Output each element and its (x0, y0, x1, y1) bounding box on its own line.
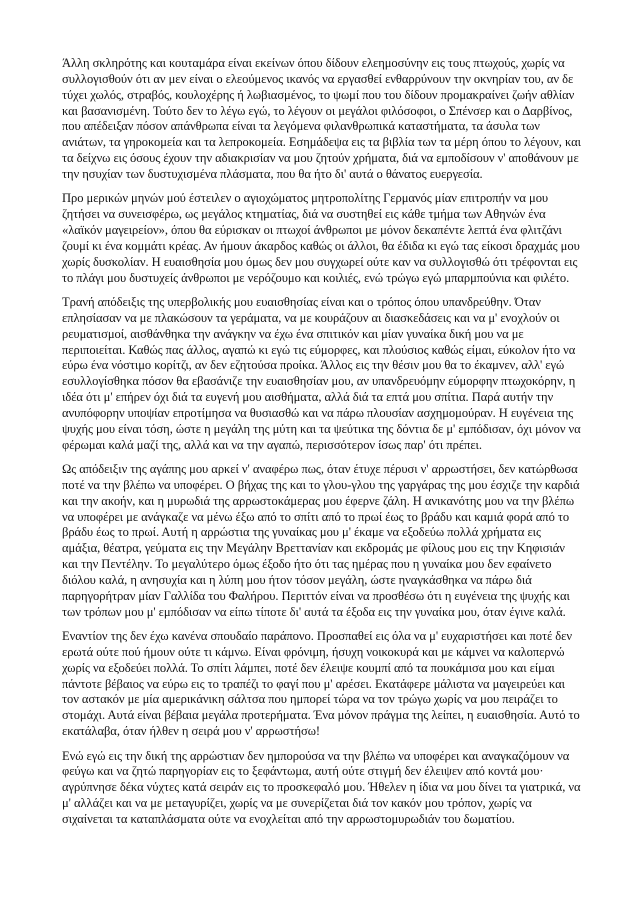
paragraph-2: Προ μερικών μηνών μού έστειλεν ο αγιοχώματος μητροπολίτης Γερμανός μίαν επιτροπήν να μου ζητήσει να συνεισφέρω, ως μεγάλος κτηματίας, διά να συστηθεί εις κάθε τμήμα των Αθηνών ένα «λαϊκόν μαγειρείον», όπου θα εύρισκαν οι πτωχοί άνθρωποι με μόνον δεκαπέντε λεπτά ένα φλιτζάνι ζουμί κι ένα κομμάτι κρέας. Αν ήμουν άκαρδος καθώς οι άλλοι, θα έδιδα κι εγώ τας είκοσι δραχμάς μου χωρίς δυσκολίαν. Η ευαισθησία μου όμως δεν μου συγχωρεί ούτε καν να συλλογισθώ ότι τρέφονται εις το πλάγι μου δυστυχείς άνθρωποι με νερόζουμο και κοιλιές, ενώ τρώγω εγώ μπαρμπούνια και φιλέτο. (62, 191, 580, 285)
paragraph-4: Ως απόδειξιν της αγάπης μου αρκεί ν' αναφέρω πως, όταν έτυχε πέρυσι ν' αρρωστήσει, δεν κατώρθωσα ποτέ να την βλέπω να υποφέρει. Ο βήχας της και το γλου-γλου της γαργάρας της μου έσχιζε την καρδιά και την ακοήν, και η μυρωδιά της αρρωστοκάμερας μου έφερνε ζάλη. Η ανικανότης μου να την βλέπω να υποφέρει με ανάγκαζε να μένω έξω από το σπίτι από το πρωί έως το βράδυ και καμιά φορά από το βράδυ έως το πρωί. Αυτή η αρρώστια της γυναίκας μου μ' έκαμε να εξοδεύω πολλά χρήματα εις αμάξια, θέατρα, γεύματα εις την Μεγάλην Βρεττανίαν και εκδρομάς με φίλους μου εις την Κηφισιάν και την Πεντέλην. Το μεγαλύτερο όμως έξοδο ήτο ότι τας ημέρας που η γυναίκα μου δεν εφαίνετο διόλου καλά, η ανησυχία και η λύπη μου ήτον τόσον μεγάλη, ώστε ηναγκάσθηκα να πάρω διά παρηγορήτραν μίαν Γαλλίδα του Φαλήρου. Περιττόν είναι να προσθέσω ότι η ευγένεια της ψυχής και των τρόπων μου μ' εμπόδισαν να είπω τίποτε δι' αυτά τα έξοδα εις την γυναίκα μου, όταν έγινε καλά. (62, 462, 580, 619)
paragraph-1: Άλλη σκληρότης και κουταμάρα είναι εκείνων όπου δίδουν ελεημοσύνην εις τους πτωχούς, χωρίς να συλλογισθούν ότι αν μεν είναι ο ελεούμενος ικανός να εργασθεί ενθαρρύνουν την οκνηρίαν του, αν δε τύχει χωλός, στραβός, κουλοχέρης ή λωβιασμένος, το ψωμί που του δίδουν προμακραίνει ζωήν αθλίαν και βασανισμένη. Τούτο δεν το λέγω εγώ, το λέγουν οι μεγάλοι φιλόσοφοι, ο Σπένσερ και ο Δαρβίνος, που απέδειξαν πόσον απάνθρωπα είναι τα λεγόμενα φιλανθρωπικά καταστήματα, τα άσυλα των ανιάτων, τα γηροκομεία και τα λεπροκομεία. Εσημάδεψα εις τα βιβλία των τα μέρη όπου το λέγουν, και τα δείχνω εις όσους έχουν την αδιακρισίαν να μου ζητούν χρήματα, διά να εμποδίσουν ν' αποθάνουν με την ησυχίαν των δυστυχισμένα πλάσματα, που θα ήτο δι' αυτά ο θάνατος ευεργεσία. (62, 56, 581, 181)
paragraph-6: Ενώ εγώ εις την δική της αρρώστιαν δεν ημπορούσα να την βλέπω να υποφέρει και αναγκαζόμουν να φεύγω και να ζητώ παρηγορίαν εις το ξεφάντωμα, αυτή ούτε στιγμή δεν έλειψεν από κοντά μου· αγρύπνησε δέκα νύχτες κατά σειράν εις το προσκεφαλό μου. Ήθελεν η ίδια να μου δίνει τα γιατρικά, να μ' αλλάζει και να με μεταγυρίζει, χωρίς να με συνερίζεται διά τον κακόν μου τρόπον, χωρίς να σιχαίνεται τα καταπλάσματα ούτε να ενοχλείται από την αρρωστομυρωδιάν του δωματίου. (62, 748, 581, 826)
paragraph-5: Εναντίον της δεν έχω κανένα σπουδαίο παράπονο. Προσπαθεί εις όλα να μ' ευχαριστήσει και ποτέ δεν ερωτά ούτε πού ήμουν ούτε τι κάμνω. Είναι φρόνιμη, ήσυχη νοικοκυρά και με κάμνει να καλοπερνώ χωρίς να εξοδεύει πολλά. Το σπίτι λάμπει, ποτέ δεν έλειψε κουμπί από τα πουκάμισα μου και είμαι πάντοτε βέβαιος να εύρω εις το τραπέζι το φαγί που μ' αρέσει. Εκατάφερε μάλιστα να μαγειρεύει και τον αστακόν με μία αμερικάνικη σάλτσα που ημπορεί τώρα να τον τρώγω χωρίς να μου πειράζει το στομάχι. Αυτά είναι βέβαια μεγάλα προτερήματα. Ένα μόνον πράγμα της λείπει, η ευαισθησία. Αυτό το εκατάλαβα, όταν ήλθεν η σειρά μου ν' αρρωστήσω! (62, 629, 580, 739)
paragraph-3: Τρανή απόδειξις της υπερβολικής μου ευαισθησίας είναι και ο τρόπος όπου υπανδρεύθην. Όταν επλησίασαν να με πλακώσουν τα γεράματα, να με κουράζουν αι διασκεδάσεις και να μ' ενοχλούν οι ρευματισμοί, αισθάνθηκα την ανάγκην να έχω ένα σπιτικόν και μίαν γυναίκα δική μου να με περιποιείται. Καθώς πας άλλος, αγαπώ κι εγώ τις εύμορφες, και πλούσιος καθώς είμαι, εύκολον ήτο να εύρω ένα νόστιμο κορίτζι, αν δεν εζητούσα προίκα. Άλλος εις την θέσιν μου θα το έκαμνεν, αλλ' εγώ εσυλλογίσθηκα πόσον θα εβασάνιζε την ευαισθησίαν μου, αν υπανδρευόμην εύμορφην πτωχοκόρην, η ιδέα ότι μ' επήρεν όχι διά τα ευγενή μου αισθήματα, αλλά διά τα επτά μου σπίτια. Παρά αυτήν την ανυπόφορην υποψίαν επροτίμησα να θυσιασθώ και να πάρω πλουσίαν ασχημομούραν. Η ευγένεια της ψυχής μου είναι τόση, ώστε η μεγάλη της μύτη και τα ψεύτικα της δόντια δε μ' εμπόδισαν, όχι μόνον να φέρωμαι καλά μαζί της, αλλά και να την αγαπώ, περισσότερον ίσως παρ' ότι πρέπει. (62, 295, 581, 452)
